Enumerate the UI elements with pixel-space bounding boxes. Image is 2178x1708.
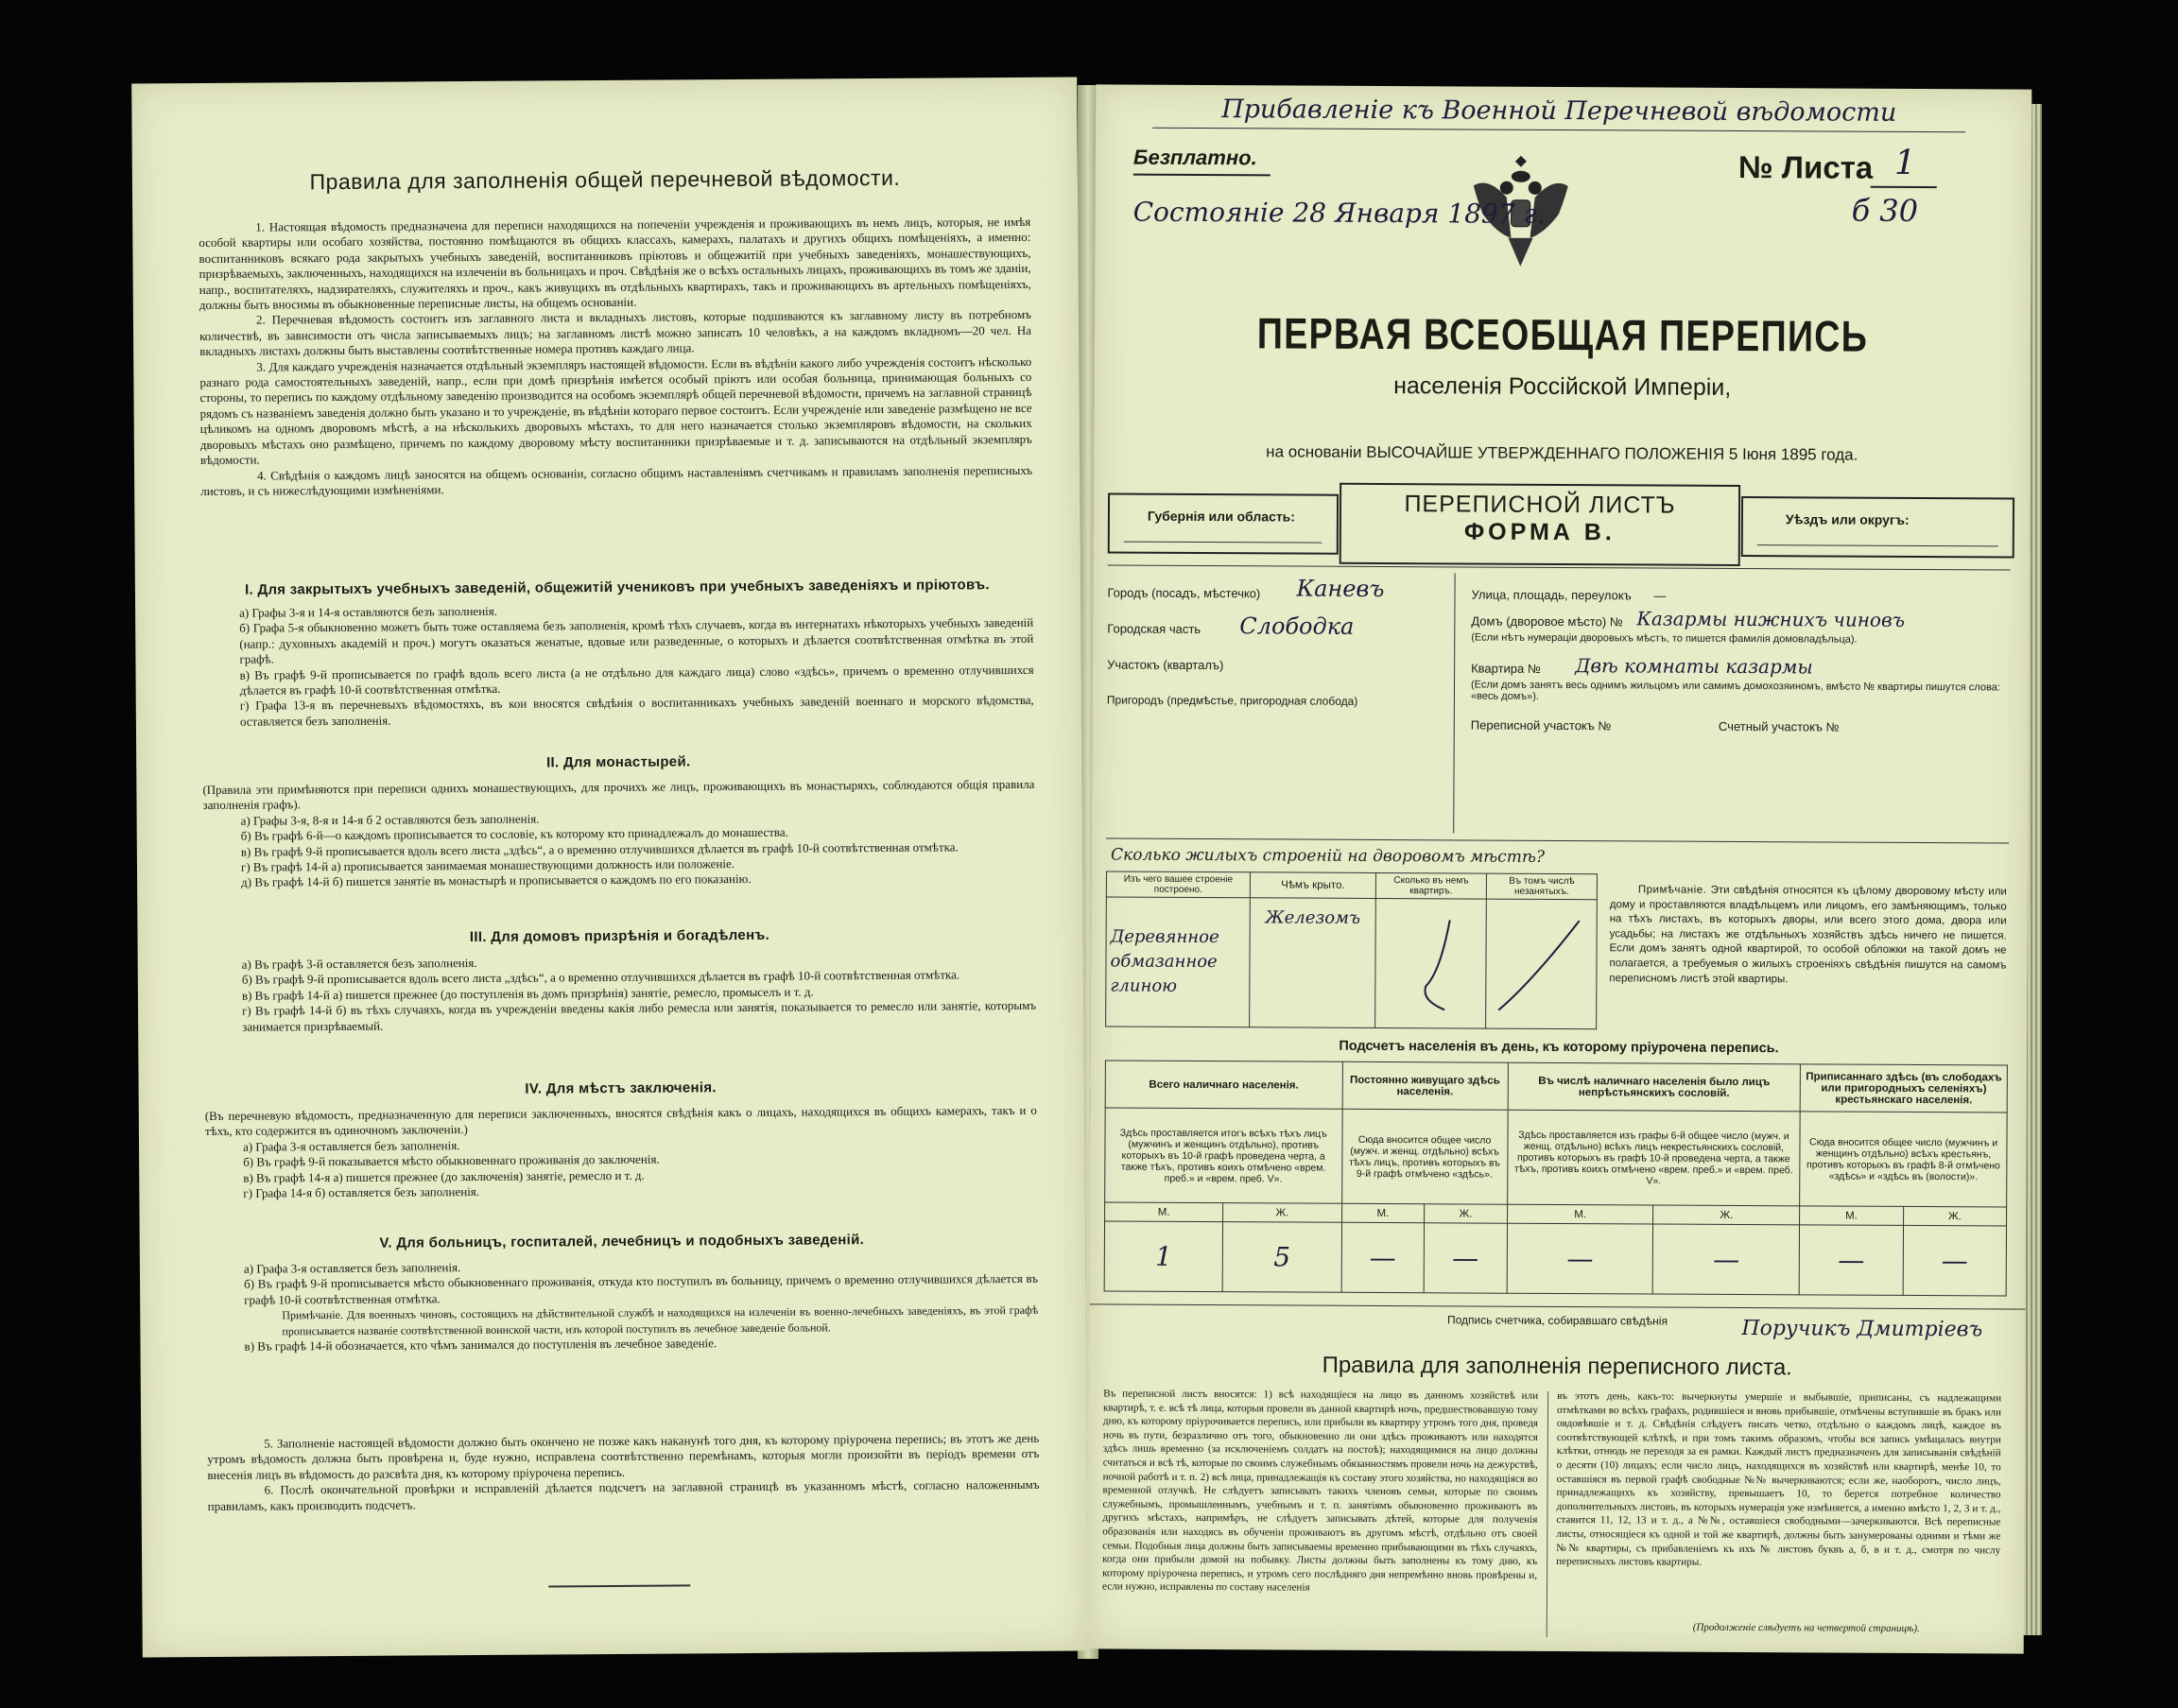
- section-heading-2: II. Для монастырей.: [545, 753, 691, 771]
- quarter-label: Участокъ (кварталъ): [1107, 657, 1224, 673]
- quarter-row: [1107, 657, 1447, 695]
- section-2-item: (Правила эти примѣняются при переписи однихъ монашествующихъ, для прочихъ же лицъ, проживающихъ въ монастыряхъ, соблюдаются общія правила заполненія графъ).: [202, 776, 1035, 813]
- paragraph-5: 5. Заполненіе настоящей вѣдомости должно быть окончено не позже какъ наканунѣ того дня, къ которому пріурочена перепись; въ этотъ же день утромъ вѣдомость должна быть провѣрена и, буде нужно, исправлена соотвѣтственно перемѣнамъ, которыя могли произойти въ періодъ времени отъ внесенія лицъ въ вѣдомость до разсвѣта дня, къ которому пріурочена перепись.: [207, 1430, 1040, 1482]
- section-heading-4: IV. Для мѣстъ заключенія.: [525, 1079, 717, 1097]
- count-value-cell: —: [1507, 1223, 1653, 1294]
- paragraph-4: 4. Свѣдѣнія о каждомъ лицѣ заносятся на общемъ основаніи, согласно общимъ наставленіямъ счетчикамъ и правиламъ заполненія переписныхъ листовъ, и съ нижеслѣдующими измѣненіями.: [200, 462, 1033, 498]
- count-value-cell: —: [1341, 1222, 1425, 1292]
- count-value-cell: 5: [1222, 1222, 1341, 1293]
- buildings-roof-cell: Железомъ: [1250, 898, 1376, 1028]
- count-desc-non-peasant: Здѣсь проставляется изъ графы 6-й общее число (мужч. и женщ. отдѣльно) всѣхъ лицъ некрестьянскихъ сословій, противъ которыхъ въ графѣ 10-й проведена черта, а также тѣхъ, противъ коихъ отмѣчено «врем. преб.» и «врем. преб. V».: [1507, 1110, 1800, 1206]
- section-1-items: [201, 600, 1034, 730]
- address-top-rule: [1108, 564, 2011, 570]
- mf-label: М.: [1507, 1204, 1653, 1224]
- closing-paragraphs: [207, 1431, 1040, 1514]
- buildings-note: [1609, 883, 2007, 988]
- section-4-item: (Въ перечневую вѣдомость, предназначенную для переписи заключенныхъ, вносятся свѣдѣнія какъ о лицахъ, находящихся въ общихъ камерахъ, такъ и о тѣхъ, кто содержится въ одиночномъ заключеніи.): [204, 1102, 1037, 1139]
- mf-label: Ж.: [1903, 1206, 2007, 1226]
- address-right: [1471, 588, 2006, 748]
- buildings-vacant-cell: [1486, 899, 1598, 1029]
- guberniya-box: [1108, 492, 1339, 554]
- mf-label: М.: [1105, 1202, 1223, 1222]
- material-hw-line: Деревянное: [1110, 926, 1219, 948]
- sheet-label: № Листа: [1737, 148, 1874, 185]
- buildings-header-material: Изъ чего вашее строеніе построено.: [1106, 871, 1250, 898]
- buildings-material-cell: [1106, 897, 1251, 1027]
- rules-column-right: въ этотъ день, какъ-то: вычеркнуты умершіе и выбывшіе, приписаны, съ надлежащими отмѣтками во всѣхъ графахъ, родившіеся и вновь прибывшіе, отмѣчены вступившіе въ бракъ или овдовѣвшіе и т. д. Свѣдѣнія слѣдуетъ писать четко, отдѣльно о каждомъ лицѣ, каждое въ соотвѣтствующей клѣткѣ, и при томъ такимъ образомъ, чтобы вся запись умѣщалась внутри клѣтки, отнюдь не переходя за ея рамки. Каждый листъ предназначенъ для записыванія свѣдѣній о десяти (10) лицахъ; если число лицъ, находящихся въ хозяйствѣ или квартирѣ, менѣе 10, то оставшіяся въ первой графѣ свободные №№ вычеркиваются; если же, наоборотъ, число лицъ, принадлежащихъ къ хозяйству, превышаетъ 10, то берется потребное количество дополнительныхъ листовъ, въ которыхъ нумерація уже измѣняется, а именно вмѣсто 1, 2, 3 и т. д., ставится 11, 12, 13 и т. д., а №№, оставшіеся свободными—зачеркиваются. Всѣ переписные листы, относящіеся къ одной и той же квартирѣ, должны быть занумерованы одними и тѣми же №№ квартиры, съ прибавленіемъ къ ихъ № листовъ буквъ а, б, в и т. д., смотря по числу переписныхъ листовъ квартиры.: [1556, 1389, 2002, 1568]
- district-value-handwritten: Слободка: [1239, 612, 1355, 640]
- paragraph-2: 2. Перечневая вѣдомость состоитъ изъ заглавного листа и вкладныхъ листовъ, которые подшиваются къ заглавному листу въ потребномъ количествѣ, въ зависимости отъ числа записываемыхъ лицъ; на заглавномъ листѣ можно записать 10 человѣкъ, а на каждомъ вкладномъ—20 чел. На вкладныхъ листахъ должны быть выставлены соотвѣтственные номера противъ каждаго лица.: [199, 307, 1032, 359]
- uezd-label: Уѣздъ или округъ:: [1785, 511, 1910, 527]
- section-2-item: д) Въ графѣ 14-й б) пишется занятіе въ монастырѣ и прописывается о каждомъ по его показанію.: [241, 871, 752, 890]
- apartment-note: (Если домъ занятъ весь однимъ жильцомъ или самимъ домохозяиномъ, вмѣсто № квартиры пишутся слова: «весь домъ»).: [1470, 679, 2000, 702]
- paragraph-1: 1. Настоящая вѣдомость предназначена для переписи находящихся на попеченіи учрежденія и проживающихъ въ немъ лицъ, которыя, не имѣя особой квартиры или особаго хозяйства, постоянно помѣщаются въ общихъ классахъ, камерахъ, палатахъ и другихъ общихъ помѣщеніяхъ, а именно: воспитанниковъ всякаго рода закрытыхъ учебныхъ заведеній, воспитанниковъ пріютовъ и общежитій при учебныхъ заведеніяхъ, монашествующихъ, призрѣваемыхъ, заключенныхъ, находящихся на излеченіи въ больницахъ и проч. Свѣдѣнія же о всѣхъ остальныхъ лицахъ, проживающихъ въ томъ же зданіи, напр., воспитателяхъ, надзирателяхъ, служителяхъ и проч., какъ живущихъ въ отдѣльныхъ квартирахъ, такъ и проживающихъ въ артельныхъ помѣщеніяхъ, должны быть вносимы въ обыкновенные переписные листы, на общемъ основаніи.: [199, 214, 1031, 313]
- count-district-label: Счетный участокъ №: [1718, 718, 1840, 734]
- uezd-box: [1741, 496, 2014, 559]
- count-desc-present: Здѣсь проставляется итогъ всѣхъ тѣхъ лицъ (мужчинъ и женщинъ отдѣльно), противъ которыхъ въ 10-й графѣ проведена черта, а также тѣхъ, противъ коихъ отмѣчено «врем. преб.» и «врем. преб. V».: [1105, 1108, 1342, 1203]
- count-header-peasant: Приписаннаго здѣсь (въ слободахъ или пригородныхъ селеніяхъ) крестьянскаго населенія.: [1800, 1064, 2007, 1113]
- section-heading-1: I. Для закрытыхъ учебныхъ заведеній, общежитій учениковъ при учебныхъ заведеніяхъ и пріютовъ.: [244, 577, 990, 598]
- street-value: —: [1653, 588, 1667, 603]
- house-value-handwritten: Казармы нижнихъ чиновъ: [1636, 607, 1906, 631]
- count-value-cell: —: [1903, 1225, 2007, 1296]
- note-title: Примѣчаніе.: [1637, 884, 1707, 896]
- buildings-header-apartments: Сколько въ немъ квартиръ.: [1375, 872, 1486, 899]
- section-1-item: б) Графа 5-я обыкновенно можетъ быть тоже оставляема безъ заполненія, кромѣ тѣхъ случаевъ, когда въ интернатахъ нѣкоторыхъ учебныхъ заведеній (напр.: духовныхъ академій и проч.) могутъ оказаться женатые, вдовые или разведенные, о которыхъ и дѣлается соотвѣтственная отмѣтка въ этой графѣ.: [239, 615, 1034, 666]
- section-4-item: б) Въ графѣ 9-й показывается мѣсто обыкновеннаго проживанія до заключенія.: [243, 1151, 660, 1169]
- count-desc-permanent: Сюда вносится общее число (мужч. и женщ. отдѣльно) всѣхъ тѣхъ лицъ, противъ которыхъ въ 9-й графѣ отмѣчено «здѣсь».: [1341, 1109, 1508, 1204]
- district-label: Городская часть: [1107, 621, 1201, 637]
- mf-label: М.: [1800, 1206, 1903, 1226]
- buildings-header-roof: Чѣмъ крыто.: [1250, 872, 1375, 899]
- section-1-item: а) Графы 3-я и 14-я оставляются безъ заполненія.: [239, 603, 498, 620]
- state-date-handwritten: Состояніе 28 Января 1897 г.: [1132, 196, 1546, 230]
- apartment-label: Квартира №: [1471, 661, 1541, 676]
- apartment-value-handwritten: Двѣ комнаты казармы: [1575, 654, 1813, 679]
- address-bottom-rule: [1106, 837, 2009, 843]
- paragraph-3: 3. Для каждаго учрежденія назначается отдѣльный экземпляръ настоящей вѣдомости. Если въ вѣдѣніи какого либо учрежденія состоитъ нѣсколько разнаго рода самостоятельныхъ заведеній, напр., если при домѣ призрѣнія имѣется особый пріютъ или особая больница, принимающая больныхъ со стороны, то перепись по каждому отдѣльному заведенію производится на особомъ экземплярѣ общей перечневой вѣдомости, причемъ на заглавной страницѣ рядомъ съ названіемъ заведенія должно быть указано и то учрежденіе, въ вѣдѣніи котораго первое состоитъ. Если учрежденіе или заведеніе размѣщено не все цѣликомъ на одномъ дворовомъ мѣстѣ, а на нѣсколькихъ дворовыхъ мѣстахъ, то для него назначается столько экземпляровъ вѣдомости, на скольких дворовыхъ мѣстахъ оно размѣщено, причемъ по каждому дворовому мѣсту воспитанники призрѣваемые и т. д. записываются на отдѣльный экземпляръ вѣдомости.: [199, 354, 1032, 468]
- apartment-row: [1470, 654, 2005, 721]
- rules-column-left: Въ переписной листъ вносятся: 1) всѣ находящіеся на лицо въ данномъ хозяйствѣ или квартирѣ, т. е. всѣ тѣ лица, которыя провели въ данной квартирѣ ночь, предшествовавшую тому дню, къ которому пріурочивается перепись, или прибыли въ квартиру утромъ того дня, проведя ночь въ пути, безразлично отъ того, обыкновенно ли они здѣсь проживаютъ или находятся здѣсь лишь временно (за исключеніемъ солдатъ на постоѣ); находящимися на лицо должны считаться и всѣ тѣ, которые по своимъ служебнымъ обязанностямъ провели ночь на дежурствѣ, ночной работѣ и т. п. 2) всѣ лица, принадлежащія къ составу этого хозяйства, но находящіяся во временной отлучкѣ. Не слѣдуетъ записывать такихъ членовъ семьи, которые по своимъ служебнымъ, промышленнымъ, учебнымъ и т. п. занятіямъ обыкновенно проживаютъ въ другихъ мѣстахъ, напримѣръ, не слѣдуетъ записывать дѣтей, которые для полученія образованія или находясь въ обученіи проживаютъ въ другомъ мѣстѣ, отдѣльно отъ своей семьи. Подобныя лица должны быть записываемы временно прибывающими въ тѣхъ случаяхъ, когда они прибыли домой на побывку. Листы должны быть заполнены къ тому дню, къ которому пріурочена перепись, и утромъ сего послѣдняго дня непремѣнно вновь провѣрены и, если нужно, исправлены по составу населенія: [1101, 1388, 1539, 1594]
- count-title: Подсчетъ населенія въ день, къ которому пріурочена перепись.: [1339, 1038, 1779, 1057]
- uezd-field-line: [1757, 544, 1998, 546]
- form-title-box: [1340, 483, 1740, 566]
- count-value-cell: —: [1653, 1224, 1800, 1295]
- section-2-items: [202, 777, 1035, 891]
- house-label: Домъ (дворовое мѣсто) №: [1471, 613, 1623, 630]
- section-5-note: Примѣчаніе. Для военныхъ чиновъ, состоящихъ на дѣйствительной службѣ и находящихся на излеченіи въ военно-лечебныхъ заведеніяхъ, въ этой графѣ прописывается названіе соотвѣтственной воинской части, изъ которой поступилъ въ лечебное заведеніе больной.: [282, 1303, 1039, 1338]
- left-page-title: Правила для заполненія общей перечневой вѣдомости.: [309, 164, 901, 195]
- material-hw-line: обмазанное: [1110, 951, 1218, 973]
- section-3-items: [204, 952, 1037, 1035]
- form-title-line-2: ФОРМА В.: [1463, 518, 1616, 546]
- handwritten-heading: Прибавленіе къ Военной Перечневой вѣдомости: [1221, 95, 1897, 128]
- suburb-label: Пригородъ (предмѣстье, пригородная слобода): [1106, 693, 1358, 708]
- section-1-item: в) Въ графѣ 9-й прописывается по графѣ вдоль всего листа (а не отдѣльно для каждаго лица) слово «здѣсь», причемъ о временно отлучившихся дѣлается въ графѣ 10-й соотвѣтственная отмѣтка.: [239, 662, 1034, 698]
- guberniya-field-line: [1124, 542, 1322, 543]
- section-5-item: а) Графа 3-я оставляется безъ заполненія.: [243, 1260, 461, 1276]
- rules-continued: (Продолженіе слѣдуетъ на четвертой страницѣ).: [1692, 1621, 1920, 1635]
- signature-rule: [1090, 1303, 2026, 1309]
- free-label: Безплатно.: [1132, 145, 1257, 170]
- signature-handwritten: Поручикъ Дмитрiевъ: [1741, 1317, 1983, 1342]
- vacant-handwritten-mark: [1494, 906, 1589, 1020]
- rules-title: Правила для заполненія переписного листа.: [1322, 1352, 1792, 1381]
- census-district-label: Переписной участокъ №: [1470, 717, 1612, 733]
- count-value-cell: —: [1799, 1225, 1903, 1296]
- heading-underline: [1152, 128, 1965, 133]
- house-note: (Если нѣтъ нумерацiи дворовыхъ мѣстъ, то пишется фамилія домовладѣльца).: [1471, 631, 1858, 646]
- section-4-item: а) Графа 3-я оставляется безъ заполненія.: [243, 1137, 460, 1154]
- section-4-item: г) Графа 14-я б) оставляется безъ заполненія.: [243, 1184, 480, 1200]
- address-divider: [1453, 573, 1455, 833]
- suburb-row: [1107, 693, 1447, 731]
- district-row: [1107, 612, 1447, 659]
- count-value-cell: —: [1424, 1223, 1507, 1293]
- section-2-item: б) Въ графѣ 6-й—о каждомъ прописывается то сословіе, къ которому кто принадлежалъ до монашества.: [240, 824, 788, 843]
- count-value-cell: 1: [1104, 1221, 1223, 1292]
- census-district-row: [1471, 718, 2005, 748]
- form-title-line-1: ПЕРЕПИСНОЙ ЛИСТЪ: [1404, 491, 1676, 519]
- buildings-question: Сколько жилыхъ строеній на дворовомъ мѣстѣ?: [1111, 845, 1546, 867]
- section-4-item: в) Въ графѣ 14-я а) пишется прежнее (до заключенія) занятіе, ремесло и т. д.: [243, 1167, 645, 1185]
- mf-label: М.: [1341, 1203, 1425, 1222]
- right-page: [1088, 84, 2032, 1653]
- section-5-item: в) Въ графѣ 14-й обозначается, кто чѣмъ занимался до поступленія въ лечебное заведеніе.: [244, 1336, 717, 1354]
- rules-column-divider: [1547, 1391, 1548, 1637]
- left-page: [131, 78, 1088, 1658]
- section-3-item: б) Въ графѣ 9-й прописывается вдоль всего листа „здѣсь“, а о временно отлучившихся дѣлается въ графѣ 10-й соотвѣтственная отмѣтка.: [241, 967, 960, 988]
- sheet-code-handwritten: б 30: [1851, 192, 1919, 229]
- note-text: Эти свѣдѣнія относятся къ цѣлому дворовому мѣсту или дому и проставляются владѣльцемъ или лицомъ, его замѣняющимъ, только на тѣхъ листахъ, въ которыхъ дворы, или всего этого дома, двора или усадьбы; на листахъ же отдѣльныхъ хозяйствъ здѣсь ничего не пишется. Если домъ занятъ одной квартирой, то особой обложки на такой домъ не полагается, а требуемыя о жилыхъ строеніяхъ свѣдѣнія пишутся на самомъ переписномъ листѣ этой квартиры.: [1609, 884, 2007, 985]
- section-heading-3: III. Для домовъ призрѣнія и богадѣленъ.: [469, 926, 770, 946]
- intro-paragraphs: [199, 215, 1032, 499]
- count-desc-peasant: Сюда вносится общее число (мужчинъ и женщинъ отдѣльно) всѣхъ крестьянъ, противъ которыхъ въ графѣ 8-й отмѣчено «здѣсь» и «здѣсь въ (волости)».: [1800, 1112, 2007, 1207]
- count-header-non-peasant: Въ числѣ наличнаго населенія было лицъ непрѣстьянскихъ сословій.: [1508, 1062, 1801, 1112]
- section-2-item: а) Графы 3-я, 8-я и 14-я б 2 оставляются безъ заполненія.: [240, 811, 540, 828]
- census-basis-line: на основаніи ВЫСОЧАЙШЕ УТВЕРЖДЕННАГО ПОЛОЖЕНІЯ 5 Іюня 1895 года.: [1266, 442, 1858, 464]
- section-5-item: б) Въ графѣ 9-й прописывается мѣсто обыкновеннаго проживанія, откуда кто поступилъ въ больницу, причемъ о временно отлучившихся дѣлается въ графѣ 10-й соотвѣтственная отмѣтка.: [244, 1271, 1039, 1307]
- buildings-header-vacant: Въ томъ числѣ незанятыхъ.: [1486, 873, 1597, 900]
- section-3-item: а) Въ графѣ 3-й оставляется безъ заполненія.: [241, 955, 477, 972]
- closing-rule: [548, 1584, 690, 1587]
- apartments-handwritten-mark: [1383, 906, 1478, 1020]
- section-4-items: [205, 1103, 1038, 1202]
- section-3-item: в) Въ графѣ 14-й а) пишется прежнее (до поступленія въ домъ призрѣнія) занятіе, ремесло, промыселъ и т. д.: [241, 984, 814, 1003]
- city-value-handwritten: Каневъ: [1296, 575, 1385, 603]
- mf-label: Ж.: [1223, 1203, 1341, 1223]
- guberniya-label: Губернія или область:: [1147, 508, 1296, 525]
- mf-label: Ж.: [1425, 1204, 1508, 1223]
- census-sub-title: населенія Россійской Имперіи,: [1393, 372, 1732, 401]
- section-5-items: [206, 1256, 1039, 1355]
- buildings-apartments-cell: [1375, 898, 1487, 1028]
- count-header-present: Всего наличнаго населенія.: [1105, 1061, 1342, 1109]
- population-count-table: [1104, 1060, 2008, 1296]
- paragraph-6: 6. Послѣ окончательной провѣрки и исправленій дѣлается подсчетъ на заглавной страницѣ въ указанномъ мѣстѣ, согласно наложеннымъ правиламъ, какъ производить подсчетъ.: [207, 1477, 1040, 1513]
- section-2-item: г) Въ графѣ 14-й а) прописывается занимаемая монашествующими должность или положеніе.: [240, 856, 735, 874]
- address-left: [1106, 575, 1448, 731]
- material-hw-line: глиною: [1110, 975, 1178, 996]
- section-1-item: г) Графа 13-я въ перечневыхъ вѣдомостяхъ, въ кои вносятся свѣдѣнія о воспитанникахъ учебныхъ заведеній военнаго и морского вѣдомства, оставляется безъ заполненія.: [239, 693, 1034, 729]
- signature-label: Подпись счетчика, собиравшаго свѣдѣнія: [1446, 1313, 1668, 1328]
- buildings-table: [1105, 871, 1598, 1029]
- free-underline: [1133, 174, 1270, 177]
- section-3-item: г) Въ графѣ 14-й б) въ тѣхъ случаяхъ, когда въ учрежденіи введены какія либо ремесла или занятія, показывается то ремесло или занятіе, которымъ занимается призрѣваемый.: [241, 998, 1037, 1034]
- mf-label: Ж.: [1653, 1205, 1800, 1225]
- section-heading-5: V. Для больницъ, госпиталей, лечебницъ и подобныхъ заведеній.: [379, 1232, 865, 1251]
- sheet-number-underline: [1871, 186, 1937, 188]
- street-label: Улица, площадь, переулокъ: [1471, 587, 1632, 603]
- census-main-title: ПЕРВАЯ ВСЕОБЩАЯ ПЕРЕПИСЬ: [1256, 308, 1869, 361]
- city-label: Городъ (посадъ, мѣстечко): [1107, 585, 1261, 601]
- sheet-number-handwritten: 1: [1893, 143, 1916, 182]
- section-2-item: в) Въ графѣ 9-й прописывается вдоль всего листа „здѣсь“, а о временно отлучившихся дѣлается въ графѣ 10-й соотвѣтственная отмѣтка.: [240, 839, 959, 859]
- count-header-permanent: Постоянно живущаго здѣсь населенія.: [1342, 1061, 1508, 1110]
